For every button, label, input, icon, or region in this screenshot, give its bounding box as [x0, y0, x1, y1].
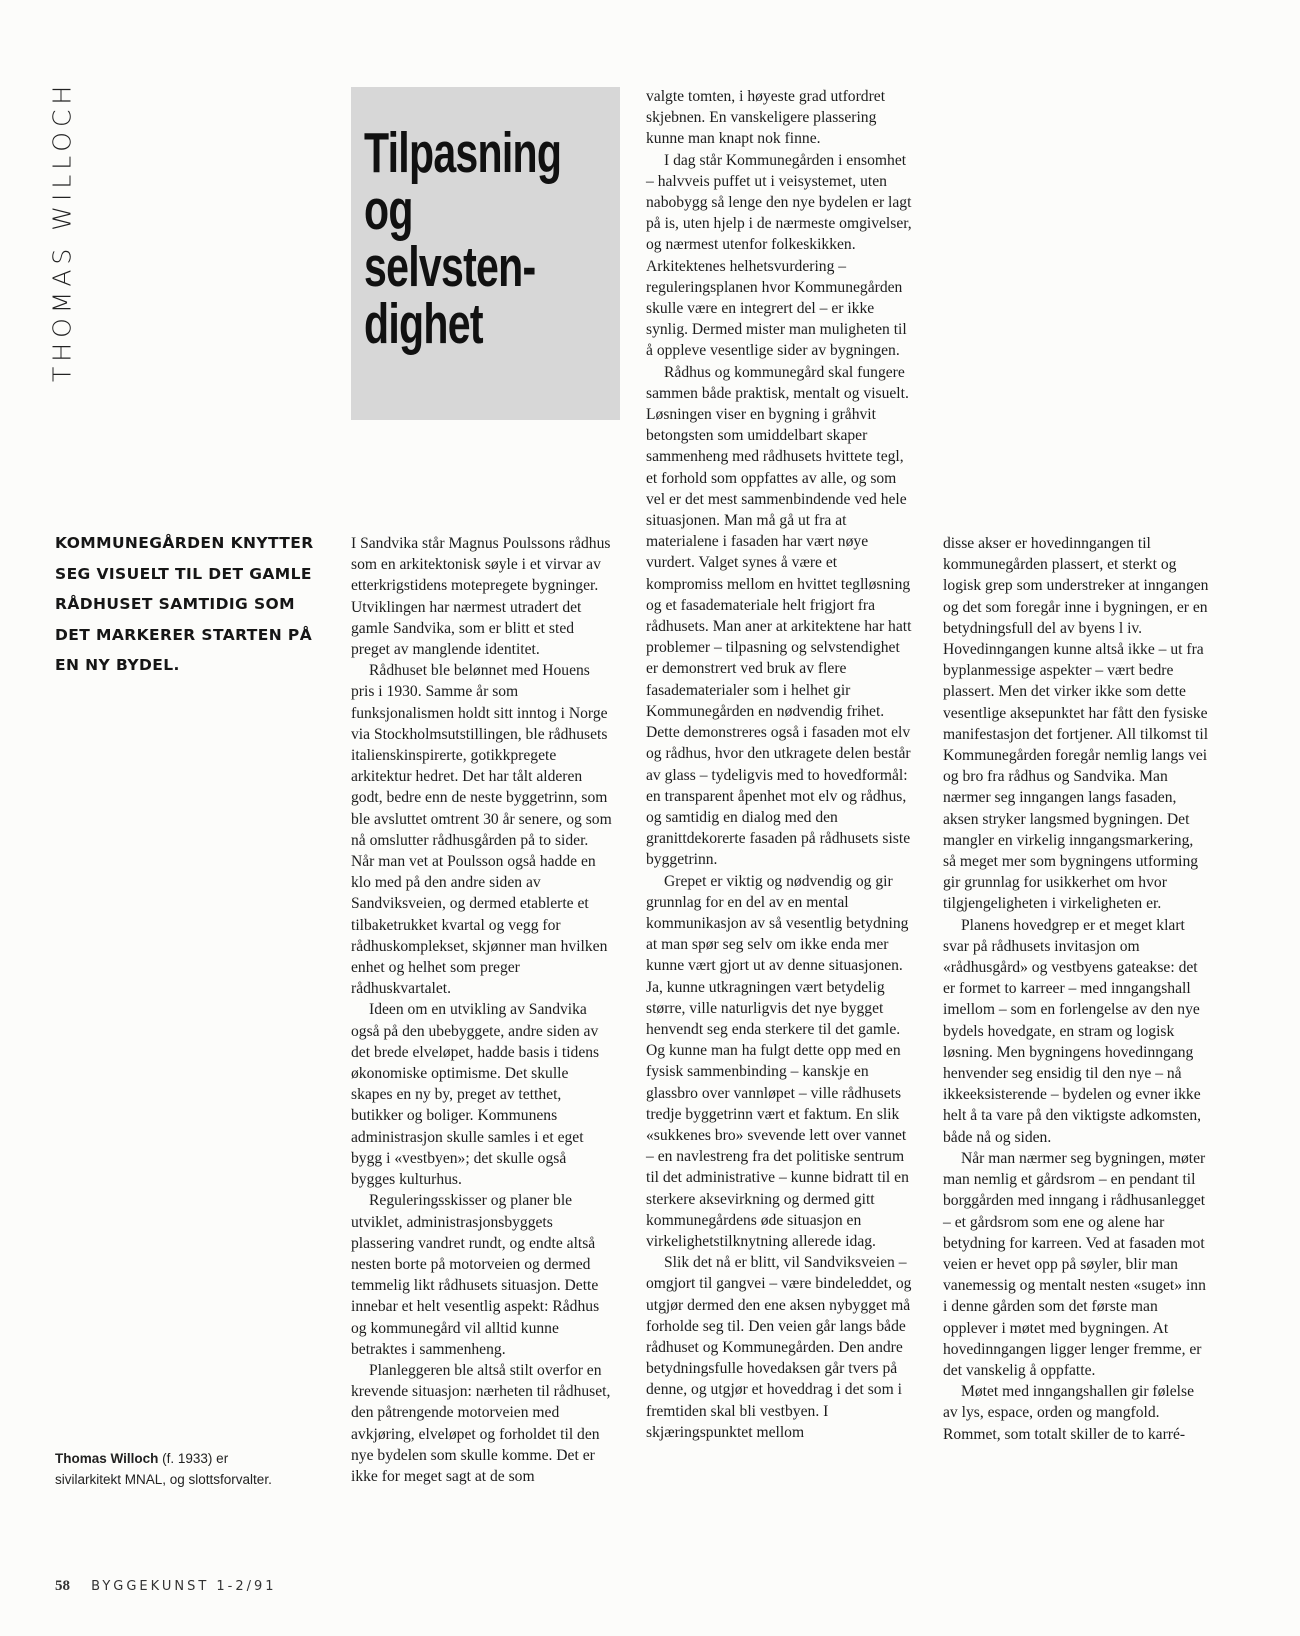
- author-bio-name: Thomas Willoch: [55, 1451, 159, 1466]
- text-column-1: [351, 533, 613, 1487]
- page-number: 58: [55, 1578, 70, 1594]
- paragraph: Reguleringsskisser og planer ble utviklet, administrasjonsbyggets plassering vandret rundt, og endte altså nesten borte på motorveien og dermed temmelig likt rådhusets situasjon. Dette innebar et helt vesentlig aspekt: Rådhus og kommunegård vil alltid kunne betraktes i sammenheng.: [351, 1192, 600, 1358]
- paragraph: Planens hovedgrep er et meget klart svar på rådhusets invitasjon om «rådhusgård» og vestbyens gateakse: det er formet to karreer – med inngangshall imellom – som en forlengelse av den nye bydels hovedgate, en stram og logisk løsning. Men bygningens hovedinngang henvender seg ensidig til den nye – nå ikkeeksisterende – bydelen og evner ikke helt å ta vare på den viktigste adkomsten, både nå og siden.: [943, 916, 1202, 1146]
- author-name-vertical: THOMAS WILLOCH: [47, 80, 77, 382]
- paragraph: valgte tomten, i høyeste grad utfordret skjebnen. En vanskeligere plassering kunne man knapt nok finne.: [646, 88, 886, 148]
- paragraph: I dag står Kommunegården i ensomhet – halvveis puffet ut i veisystemet, uten nabobygg så lenge den nye bydelen er lagt på is, uten hjelp i de nærmeste omgivelser, og nærmest utenfor folkeskikken. Arkitektenes helhetsvurdering – reguleringsplanen hvor Kommunegården skulle være en integrert del – er ikke synlig. Dermed mister man muligheten til å oppleve vesentlige sider av bygningen.: [646, 151, 912, 360]
- paragraph: Slik det nå er blitt, vil Sandviksveien – omgjort til gangvei – være bindeleddet, og utgjør dermed den ene aksen nybygget må forholde seg til. Den veien går langs både rådhuset og Kommunegården. Den andre betydningsfulle hovedaksen går tvers på denne, og utgjør et hoveddrag i det som i fremtiden skal bli vestbyen. I skjæringspunktet mellom: [646, 1254, 912, 1441]
- text-column-3: [943, 533, 1209, 1445]
- page-footer: [55, 1578, 277, 1595]
- lead-paragraph: KOMMUNEGÅRDEN KNYTTER SEG VISUELT TIL DET GAMLE RÅDHUSET SAMTIDIG SOM DET MARKERER STARTEN PÅ EN NY BYDEL.: [55, 534, 314, 674]
- text-column-2: [646, 86, 914, 1443]
- paragraph: Rådhus og kommunegård skal fungere sammen både praktisk, mentalt og visuelt. Løsningen viser en bygning i gråhvit betongsten som umiddelbart skaper sammenheng med rådhusets hvittete tegl, et forhold som oppfattes av alle, og som vel er det mest sammenbindende ved hele situasjonen. Man må gå ut fra at materialene i fasaden har vært nøye vurdert. Valget synes å være et kompromiss mellom en hvittet teglløsning og et fasademateriale helt frigjort fra rådhusets. Man aner at arkitektene har hatt problemer – tilpasning og selvstendighet er demonstrert ved bruk av flere fasadematerialer som i helhet gir Kommunegården en nødvendig frihet. Dette demonstreres også i fasaden mot elv og rådhus, hvor den utkragete delen består av glass – tydeligvis med to hovedformål: en transparent åpenhet mot elv og rådhus, og samtidig en dialog med den granittdekorerte fasaden på rådhusets siste byggetrinn.: [646, 363, 912, 869]
- publication-name: BYGGEKUNST 1-2/91: [91, 1579, 277, 1594]
- author-bio-text: (f. 1933) er sivilarkitekt MNAL, og slottsforvalter.: [55, 1451, 272, 1487]
- author-bio: [55, 1448, 295, 1490]
- paragraph: Planleggeren ble altså stilt overfor en krevende situasjon: nærheten til rådhuset, den påtrengende motorveien med avkjøring, elveløpet og forholdet til den nye bydelen som skulle komme. Det er ikke for meget sagt at de som: [351, 1361, 611, 1485]
- article-title: Tilpasning og selvsten- dighet: [364, 121, 562, 356]
- paragraph: Ideen om en utvikling av Sandvika også på den ubebyggete, andre siden av det brede elveløpet, hadde basis i tidens økonomiske optimisme. Det skulle skapes en ny by, preget av tetthet, butikker og boliger. Kommunens administrasjon skulle samles i et eget bygg i «vestbyen»; det skulle også bygges kulturhus.: [351, 1001, 600, 1189]
- paragraph: I Sandvika står Magnus Poulssons rådhus som en arkitektonisk søyle i et virvar av etterkrigstidens motepregete bygninger. Utviklingen har nærmest utradert det gamle Sandvika, som er blitt et sted preget av manglende identitet.: [351, 535, 611, 659]
- paragraph: Rådhuset ble belønnet med Houens pris i 1930. Samme år som funksjonalismen holdt sitt inntog i Norge via Stockholmsutstillingen, ble rådhusets italienskinspirerte, gotikkpregete arkitektur hedret. Det har tålt alderen godt, bedre enn de neste byggetrinn, som ble avsluttet omtrent 30 år senere, og som nå omslutter rådhusgården på to sider. Når man vet at Poulsson også hadde en klo med på den andre siden av Sandviksveien, og dermed etablerte et tilbaketrukket kvartal og vegg for rådhuskomplekset, skjønner man hvilken enhet og helhet som preger rådhuskvartalet.: [351, 662, 612, 998]
- paragraph: disse akser er hovedinngangen til kommunegården plassert, et sterkt og logisk grep som understreker at inngangen og det som foregår inne i bygningen, er en betydningsfull del av byens l iv. Hovedinngangen kunne altså ikke – ut fra byplanmessige aspekter – vært bedre plassert. Men det virker ikke som dette vesentlige aksepunktet har fått den fysiske manifestasjon det fortjener. All tilkomst til Kommunegården foregår nemlig langs vei og bro fra rådhus og Sandvika. Man nærmer seg inngangen langs fasaden, aksen stryker langsmed bygningen. Det mangler en virkelig inngangsmarkering, så meget mer som bygningens utforming gir grunnlag for usikkerhet om hvor tilgjengeligheten i virkeligheten er.: [943, 535, 1209, 913]
- paragraph: Møtet med inngangshallen gir følelse av lys, espace, orden og mangfold. Rommet, som totalt skiller de to karré-: [943, 1383, 1194, 1443]
- title-box: [351, 87, 620, 420]
- paragraph: Når man nærmer seg bygningen, møter man nemlig et gårdsrom – en pendant til borggården med inngang i rådhusanlegget – et gårdsrom som ene og alene har betydning for karreen. Ved at fasaden mot veien er hevet opp på søyler, blir man vanemessig og mentalt nesten «suget» inn i denne gården som det første man opplever i møtet med bygningen. At hovedinngangen ligger lenger fremme, er det vanskelig å oppfatte.: [943, 1149, 1206, 1379]
- paragraph: Grepet er viktig og nødvendig og gir grunnlag for en del av en mental kommunikasjon av så vesentlig betydning at man spør seg selv om ikke enda mer kunne vært gjort ut av denne situasjonen. Ja, kunne utkragningen vært betydelig større, ville naturligvis det nye bygget henvendt seg enda sterkere til det gamle. Og kunne man ha fulgt dette opp med en fysisk sammenbinding – kanskje en glassbro over vannløpet – ville rådhusets tredje byggetrinn vært et faktum. En slik «sukkenes bro» svevende lett over vannet – en navlestreng fra det politiske sentrum til det administrative – kunne bidratt til en sterkere aksevirkning og dermed gitt kommunegårdens øde situasjon en virkelighetstilknytning allerede idag.: [646, 872, 909, 1250]
